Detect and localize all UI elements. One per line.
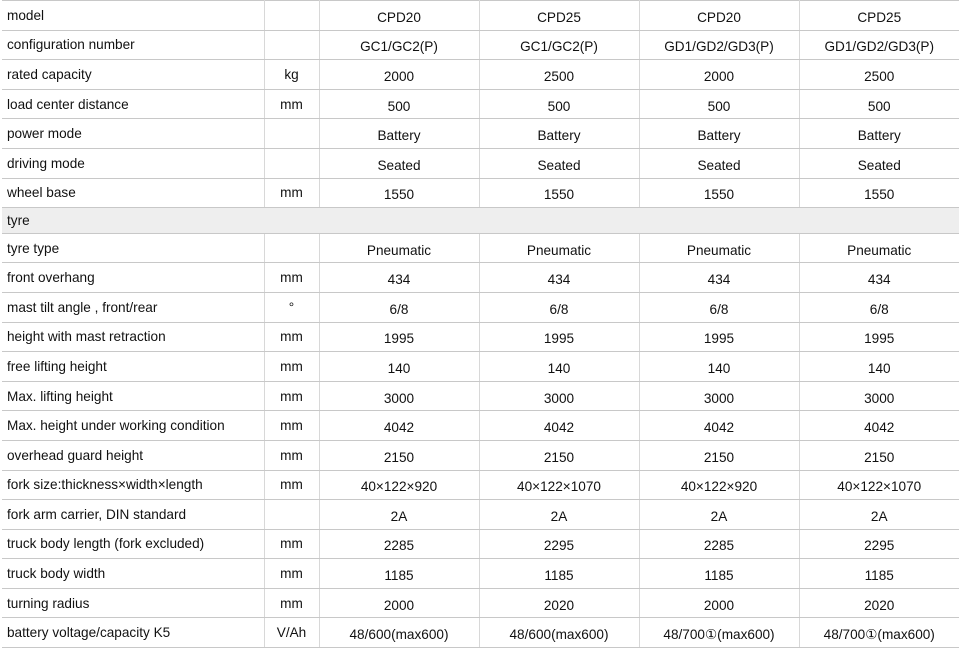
cell-value: 2500 [799,60,959,90]
cell-value: Battery [479,119,639,149]
table-row [2,381,959,411]
row-unit: mm [264,352,319,382]
table-row [2,233,959,263]
cell-value: 2A [479,500,639,530]
row-label: fork size:thickness×width×length [2,470,264,500]
cell-value: Seated [479,148,639,178]
cell-value: 40×122×1070 [479,470,639,500]
row-label: Max. height under working condition [2,411,264,441]
cell-value: 2020 [799,588,959,618]
row-unit: mm [264,559,319,589]
cell-value: 140 [319,352,479,382]
row-label: power mode [2,119,264,149]
cell-value: Pneumatic [639,233,799,263]
row-unit: mm [264,411,319,441]
row-unit [264,30,319,60]
cell-value: CPD25 [479,1,639,31]
cell-value: CPD20 [639,1,799,31]
cell-value: 2A [639,500,799,530]
cell-value: 3000 [799,381,959,411]
row-unit [264,119,319,149]
cell-value: 48/700①(max600) [799,618,959,648]
cell-value: Seated [799,148,959,178]
cell-value: 6/8 [319,292,479,322]
cell-value: GD1/GD2/GD3(P) [799,30,959,60]
cell-value: 140 [479,352,639,382]
row-unit: V/Ah [264,618,319,648]
cell-value: 6/8 [799,292,959,322]
cell-value: Battery [639,119,799,149]
cell-value: 3000 [639,381,799,411]
cell-value: Seated [319,148,479,178]
row-unit: mm [264,529,319,559]
cell-value: 6/8 [479,292,639,322]
spec-table-body [2,1,959,648]
cell-value: 500 [319,89,479,119]
cell-value: 1995 [319,322,479,352]
row-label: battery voltage/capacity K5 [2,618,264,648]
table-row [2,322,959,352]
row-unit: mm [264,263,319,293]
cell-value: 3000 [319,381,479,411]
table-row [2,352,959,382]
table-row [2,119,959,149]
row-unit: mm [264,322,319,352]
cell-value: 2000 [319,588,479,618]
row-unit [264,148,319,178]
table-row [2,263,959,293]
row-label: free lifting height [2,352,264,382]
row-label: tyre type [2,233,264,263]
row-unit: kg [264,60,319,90]
cell-value: 2000 [639,588,799,618]
spec-table [2,0,959,648]
cell-value: 6/8 [639,292,799,322]
table-row [2,470,959,500]
row-unit: mm [264,470,319,500]
row-unit: ° [264,292,319,322]
cell-value: 2A [319,500,479,530]
cell-value: 4042 [319,411,479,441]
table-row [2,60,959,90]
row-unit: mm [264,178,319,208]
table-row [2,30,959,60]
row-label: fork arm carrier, DIN standard [2,500,264,530]
row-label: load center distance [2,89,264,119]
table-row [2,89,959,119]
cell-value: 1550 [319,178,479,208]
cell-value: 1995 [799,322,959,352]
cell-value: 2000 [319,60,479,90]
cell-value: 48/700①(max600) [639,618,799,648]
row-label: turning radius [2,588,264,618]
cell-value: Battery [319,119,479,149]
table-row [2,440,959,470]
cell-value: 1550 [639,178,799,208]
cell-value: 1995 [639,322,799,352]
cell-value: 2285 [319,529,479,559]
row-label: driving mode [2,148,264,178]
table-row [2,411,959,441]
cell-value: Pneumatic [319,233,479,263]
table-row [2,559,959,589]
cell-value: 2000 [639,60,799,90]
cell-value: GD1/GD2/GD3(P) [639,30,799,60]
row-label: front overhang [2,263,264,293]
table-row [2,500,959,530]
row-label: rated capacity [2,60,264,90]
row-label: truck body width [2,559,264,589]
table-row [2,588,959,618]
cell-value: 2150 [479,440,639,470]
cell-value: 1550 [799,178,959,208]
cell-value: 1995 [479,322,639,352]
table-row [2,1,959,31]
row-label: Max. lifting height [2,381,264,411]
cell-value: 500 [639,89,799,119]
cell-value: 1185 [639,559,799,589]
table-row [2,292,959,322]
row-unit [264,500,319,530]
cell-value: Pneumatic [479,233,639,263]
cell-value: 48/600(max600) [479,618,639,648]
cell-value: 2150 [799,440,959,470]
cell-value: 434 [639,263,799,293]
cell-value: 2150 [319,440,479,470]
row-unit: mm [264,440,319,470]
cell-value: 1185 [479,559,639,589]
cell-value: Battery [799,119,959,149]
cell-value: 434 [319,263,479,293]
cell-value: 2020 [479,588,639,618]
cell-value: 1550 [479,178,639,208]
section-row [2,208,959,234]
table-row [2,148,959,178]
cell-value: 1185 [319,559,479,589]
table-row [2,529,959,559]
cell-value: 2500 [479,60,639,90]
cell-value: 434 [479,263,639,293]
row-unit [264,1,319,31]
row-unit [264,233,319,263]
cell-value: 4042 [799,411,959,441]
cell-value: GC1/GC2(P) [479,30,639,60]
cell-value: 4042 [639,411,799,441]
row-label: overhead guard height [2,440,264,470]
cell-value: 2A [799,500,959,530]
row-unit: mm [264,89,319,119]
cell-value: 4042 [479,411,639,441]
cell-value: 2295 [479,529,639,559]
cell-value: Seated [639,148,799,178]
cell-value: 2150 [639,440,799,470]
cell-value: 2285 [639,529,799,559]
row-label: configuration number [2,30,264,60]
cell-value: 48/600(max600) [319,618,479,648]
table-row [2,178,959,208]
row-label: model [2,1,264,31]
cell-value: Pneumatic [799,233,959,263]
row-label: height with mast retraction [2,322,264,352]
cell-value: 2295 [799,529,959,559]
cell-value: 434 [799,263,959,293]
row-label: truck body length (fork excluded) [2,529,264,559]
section-label: tyre [2,208,959,234]
cell-value: 140 [799,352,959,382]
cell-value: CPD20 [319,1,479,31]
cell-value: 40×122×1070 [799,470,959,500]
cell-value: 40×122×920 [319,470,479,500]
row-unit: mm [264,381,319,411]
row-unit: mm [264,588,319,618]
cell-value: 3000 [479,381,639,411]
row-label: wheel base [2,178,264,208]
cell-value: 500 [479,89,639,119]
cell-value: 140 [639,352,799,382]
cell-value: GC1/GC2(P) [319,30,479,60]
cell-value: 500 [799,89,959,119]
table-row [2,618,959,648]
cell-value: 1185 [799,559,959,589]
cell-value: CPD25 [799,1,959,31]
row-label: mast tilt angle , front/rear [2,292,264,322]
cell-value: 40×122×920 [639,470,799,500]
